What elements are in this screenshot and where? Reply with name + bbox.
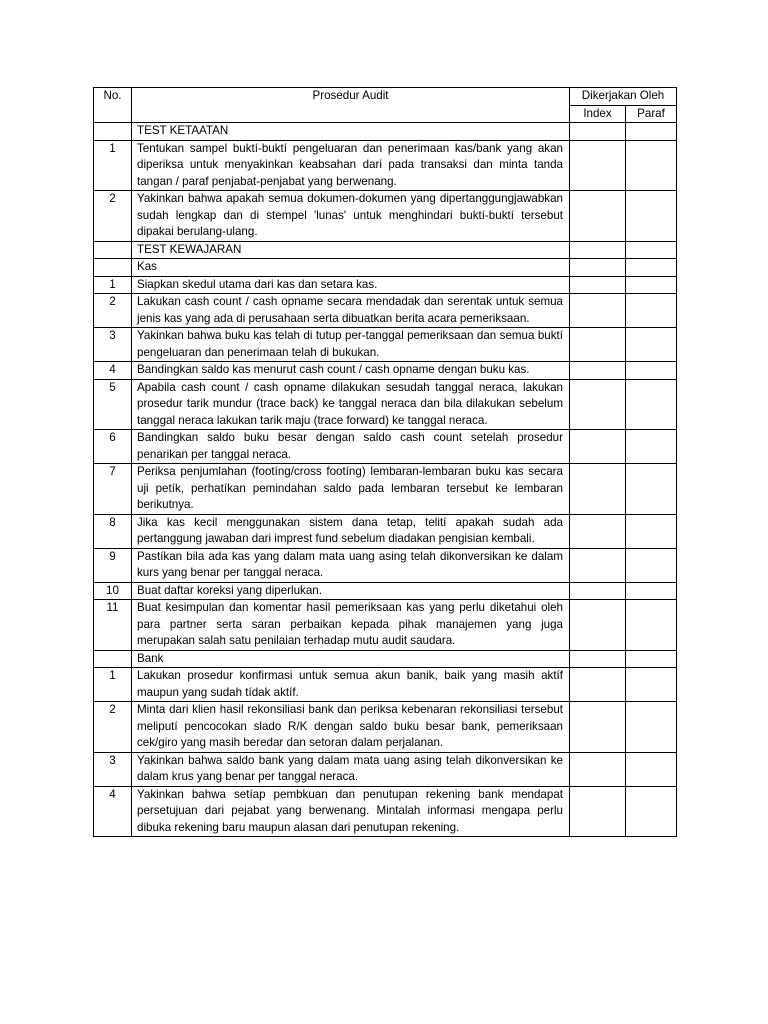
row-number: 3 <box>94 752 132 786</box>
index-cell <box>570 362 626 380</box>
section-heading-row <box>94 259 677 277</box>
section-heading: TEST KEWAJARAN <box>132 241 570 259</box>
procedure-row <box>94 582 677 600</box>
procedure-text: Pastíkan bila ada kas yang dalam mata uang asing telah dikonversikan ke dalam kurs yang benar per tanggal neraca. <box>132 548 570 582</box>
paraf-cell <box>626 702 677 753</box>
row-number-cell <box>94 123 132 141</box>
row-number: 1 <box>94 668 132 702</box>
paraf-cell <box>626 294 677 328</box>
procedure-text: Jika kas kecil menggunakan sistem dana tetap, telití apakah sudah ada pertanggung jawaban dari imprest fund sebelum diadakan pengisian kembali. <box>132 514 570 548</box>
procedure-row <box>94 752 677 786</box>
index-cell <box>570 241 626 259</box>
paraf-cell <box>626 140 677 191</box>
procedure-text: Bandingkan saldo buku besar dengan saldo cash count setelah prosedur penarikan per tanggal neraca. <box>132 430 570 464</box>
row-number: 3 <box>94 328 132 362</box>
procedure-text: Tentukan sampel buktí-buktí pengeluaran dan penerimaan kas/bank yang akan diperiksa untuk menyakinkan keabsahan dari pada transaksi dan minta tanda tangan / paraf penjabat-penjabat yang berwenang. <box>132 140 570 191</box>
audit-procedure-table <box>93 87 677 837</box>
procedure-text: Periksa penjumlahan (footíng/cross footíng) lembaran-lembaran buku kas secara uji petík, perhatíkan pemindahan saldo pada lembaran tersebut ke lembaran berikutnya. <box>132 464 570 515</box>
procedure-row <box>94 702 677 753</box>
paraf-cell <box>626 379 677 430</box>
section-heading: TEST KETAATAN <box>132 123 570 141</box>
row-number: 1 <box>94 140 132 191</box>
row-number: 2 <box>94 294 132 328</box>
procedure-row <box>94 786 677 837</box>
paraf-cell <box>626 276 677 294</box>
paraf-cell <box>626 191 677 242</box>
procedure-row <box>94 276 677 294</box>
index-cell <box>570 123 626 141</box>
procedure-text: Buat kesimpulan dan komentar hasil pemeriksaan kas yang perlu diketahui oleh para partner serta saran perbaikan kepada pihak manajemen yang juga merupakan salah satu penilaian terhadap mutu audit saudara. <box>132 600 570 651</box>
procedure-row <box>94 668 677 702</box>
paraf-cell <box>626 668 677 702</box>
procedure-row <box>94 328 677 362</box>
procedure-text: Yakinkan bahwa apakah semua dokumen-dokumen yang dipertanggungjawabkan sudah lengkap dan di stempel 'lunas' untuk menghindari buktí-buktí tersebut dipakai berulang-ulang. <box>132 191 570 242</box>
row-number: 2 <box>94 191 132 242</box>
index-cell <box>570 464 626 515</box>
index-cell <box>570 294 626 328</box>
index-cell <box>570 276 626 294</box>
index-cell <box>570 259 626 277</box>
procedure-row <box>94 600 677 651</box>
procedure-text: Yakinkan bahwa saldo bank yang dalam mata uang asing telah dikonversikan ke dalam krus yang benar per tanggal neraca. <box>132 752 570 786</box>
header-procedure: Prosedur Audit <box>132 88 570 123</box>
index-cell <box>570 191 626 242</box>
index-cell <box>570 600 626 651</box>
section-heading: Bank <box>132 650 570 668</box>
index-cell <box>570 548 626 582</box>
row-number: 1 <box>94 276 132 294</box>
paraf-cell <box>626 650 677 668</box>
index-cell <box>570 514 626 548</box>
table-header <box>94 88 677 123</box>
procedure-text: Yakinkan bahwa setíap pembkuan dan penutupan rekening bank mendapat persetujuan dari pejabat yang berwenang. Mintalah informasi mengapa perlu dibuka rekening baru maupun alasan dari penutupan rekening. <box>132 786 570 837</box>
paraf-cell <box>626 786 677 837</box>
index-cell <box>570 702 626 753</box>
row-number: 4 <box>94 362 132 380</box>
procedure-text: Lakukan cash count / cash opname secara mendadak dan serentak untuk semua jenis kas yang ada di perusahaan serta dibuatkan berita acara pemeriksaan. <box>132 294 570 328</box>
section-heading-row <box>94 123 677 141</box>
procedure-text: Minta dari klien hasil rekonsiliasi bank dan periksa kebenaran rekonsiliasi tersebut meliputí pencocokan slado R/K dengan saldo buku besar bank, pemeriksaan cek/giro yang masih beredar dan setoran dalam perjalanan. <box>132 702 570 753</box>
paraf-cell <box>626 259 677 277</box>
procedure-row <box>94 294 677 328</box>
index-cell <box>570 379 626 430</box>
section-heading-row <box>94 650 677 668</box>
index-cell <box>570 650 626 668</box>
header-no: No. <box>94 88 132 123</box>
paraf-cell <box>626 514 677 548</box>
procedure-text: Buat daftar koreksi yang diperlukan. <box>132 582 570 600</box>
section-heading: Kas <box>132 259 570 277</box>
procedure-text: Apabila cash count / cash opname dilakukan sesudah tanggal neraca, lakukan prosedur tarik mundur (trace back) ke tanggal neraca dan bila dilakukan sebelum tanggal neraca lakukan tarik maju (trace forward) ke tanggal neraca. <box>132 379 570 430</box>
row-number-cell <box>94 650 132 668</box>
paraf-cell <box>626 752 677 786</box>
row-number: 10 <box>94 582 132 600</box>
row-number: 8 <box>94 514 132 548</box>
table-body <box>94 123 677 837</box>
header-row <box>94 88 677 106</box>
procedure-text: Bandingkan saldo kas menurut cash count / cash opname dengan buku kas. <box>132 362 570 380</box>
paraf-cell <box>626 362 677 380</box>
procedure-row <box>94 464 677 515</box>
paraf-cell <box>626 430 677 464</box>
index-cell <box>570 328 626 362</box>
index-cell <box>570 668 626 702</box>
paraf-cell <box>626 548 677 582</box>
audit-procedure-sheet <box>93 87 676 837</box>
paraf-cell <box>626 600 677 651</box>
header-done-by: Dikerjakan Oleh <box>570 88 677 106</box>
row-number: 7 <box>94 464 132 515</box>
index-cell <box>570 430 626 464</box>
row-number: 9 <box>94 548 132 582</box>
procedure-row <box>94 548 677 582</box>
row-number: 6 <box>94 430 132 464</box>
header-index: Index <box>570 105 626 123</box>
paraf-cell <box>626 241 677 259</box>
row-number: 5 <box>94 379 132 430</box>
procedure-row <box>94 430 677 464</box>
procedure-text: Lakukan prosedur konfirmasi untuk semua akun banik, baik yang masih aktíf maupun yang sudah tídak aktíf. <box>132 668 570 702</box>
procedure-text: Yakinkan bahwa buku kas telah di tutup per-tanggal pemeriksaan dan semua buktí pengeluaran dan penerimaan telah di bukukan. <box>132 328 570 362</box>
paraf-cell <box>626 123 677 141</box>
procedure-row <box>94 140 677 191</box>
procedure-row <box>94 379 677 430</box>
row-number: 4 <box>94 786 132 837</box>
row-number: 11 <box>94 600 132 651</box>
index-cell <box>570 786 626 837</box>
section-heading-row <box>94 241 677 259</box>
procedure-text: Siapkan skedul utama dari kas dan setara kas. <box>132 276 570 294</box>
procedure-row <box>94 362 677 380</box>
paraf-cell <box>626 582 677 600</box>
index-cell <box>570 140 626 191</box>
procedure-row <box>94 514 677 548</box>
paraf-cell <box>626 464 677 515</box>
procedure-row <box>94 191 677 242</box>
index-cell <box>570 582 626 600</box>
paraf-cell <box>626 328 677 362</box>
index-cell <box>570 752 626 786</box>
header-paraf: Paraf <box>626 105 677 123</box>
row-number-cell <box>94 259 132 277</box>
row-number-cell <box>94 241 132 259</box>
row-number: 2 <box>94 702 132 753</box>
